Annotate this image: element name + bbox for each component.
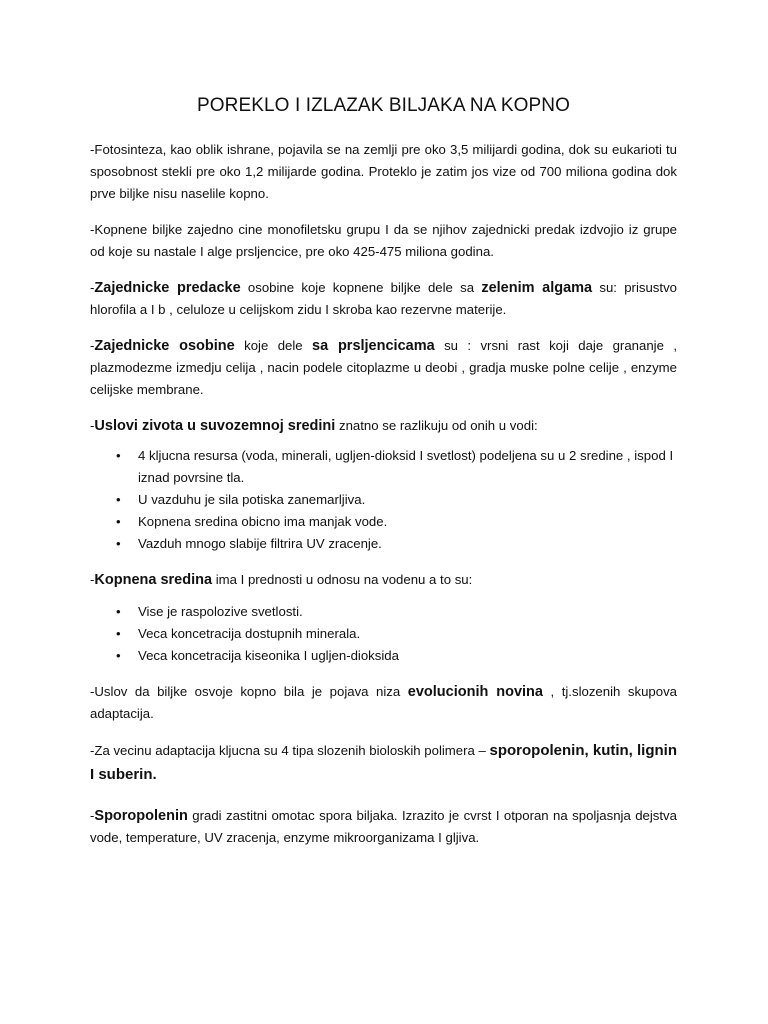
text: su: prisustvo hlorofila a I b , celuloze u celijskom zidu I skroba kao rezervne materije. (90, 280, 677, 317)
dash: - (90, 338, 95, 353)
list-item: • Veca koncetracija kiseonika I ugljen-dioksida (138, 645, 677, 667)
list-item: • 4 kljucna resursa (voda, minerali, ugljen-dioksid I svetlost) podeljena su u 2 sredine , ispod I iznad povrsine tla. (138, 445, 677, 489)
dash: - (90, 572, 95, 587)
list-item: • U vazduhu je sila potiska zanemarljiva. (138, 489, 677, 511)
text: -Uslov da biljke osvoje kopno bila je pojava niza (90, 684, 408, 699)
bold-term: sporopolenin, kutin, lignin I suberin. (90, 742, 678, 783)
bold-term: Zajednicke predacke (94, 280, 241, 296)
paragraph-prsljencice (90, 335, 677, 401)
list-item: • Vise je raspolozive svetlosti. (138, 601, 677, 623)
bold-term: sa prsljencicama (312, 338, 435, 354)
bold-term: Zajednicke osobine (94, 338, 235, 354)
bold-term: evolucionih novina (407, 684, 543, 700)
dash: - (90, 808, 95, 823)
bullet-icon: • (116, 604, 121, 619)
bullet-icon: • (116, 448, 121, 463)
paragraph-kopnena-sredina (90, 569, 677, 591)
list-item: • Vazduh mnogo slabije filtrira UV zracenje. (138, 533, 677, 555)
paragraph-uslovi-zivota (90, 415, 677, 437)
bullet-icon: • (116, 514, 121, 529)
bold-term: Uslovi zivota u suvozemnoj sredini (94, 418, 336, 434)
bullet-icon: • (116, 492, 121, 507)
text: gradi zastitni omotac spora biljaka. Izrazito je cvrst I otporan na spoljasnja dejstva vode, temperature, UV zracenja, enzyme mikroorganizama I gljiva. (90, 808, 677, 845)
bullet-icon: • (116, 648, 121, 663)
text: ima I prednosti u odnosu na vodenu a to su: (212, 572, 473, 587)
dash: - (90, 418, 95, 433)
list-uslovi (90, 445, 677, 555)
list-prednosti (90, 601, 677, 667)
paragraph-sporopolenin (90, 805, 677, 849)
bullet-icon: • (116, 536, 121, 551)
paragraph-polimeri (90, 739, 677, 787)
bold-term: zelenim algama (481, 280, 593, 296)
text: osobine koje kopnene biljke dele sa (240, 280, 482, 295)
list-item: • Kopnena sredina obicno ima manjak vode. (138, 511, 677, 533)
paragraph-evolucione-novine (90, 681, 677, 725)
text: su : vrsni rast koji daje grananje , plazmodezme izmedju celija , nacin podele citoplazme u deobi , gradja muske polne celije , enzyme celijske membrane. (90, 338, 677, 397)
bullet-icon: • (116, 626, 121, 641)
paragraph-fotosinteza: -Fotosinteza, kao oblik ishrane, pojavila se na zemlji pre oko 3,5 milijardi godina, dok su eukarioti tu sposobnost stekli pre oko 1,2 milijarde godina. Proteklo je zatim jos vize od 700 miliona godina dok prve biljke nisu naselile kopno. (90, 142, 677, 201)
text: , tj.slozenih skupova adaptacija. (90, 684, 678, 721)
text: -Za vecinu adaptacija kljucna su 4 tipa slozenih bioloskih polimera – (90, 743, 490, 758)
dash: - (90, 280, 95, 295)
text: koje dele (234, 338, 313, 353)
list-item: • Veca koncetracija dostupnih minerala. (138, 623, 677, 645)
text: znatno se razlikuju od onih u vodi: (335, 418, 538, 433)
paragraph-predacke-osobine (90, 277, 677, 321)
paragraph-kopnene-biljke: -Kopnene biljke zajedno cine monofiletsku grupu I da se njihov zajednicki predak izdvojio iz grupe od koje su nastale I alge prsljencice, pre oko 425-475 miliona godina. (90, 222, 677, 259)
document-title: POREKLO I IZLAZAK BILJAKA NA KOPNO (197, 95, 570, 116)
bold-term: Sporopolenin (94, 808, 188, 824)
bold-term: Kopnena sredina (94, 572, 213, 588)
